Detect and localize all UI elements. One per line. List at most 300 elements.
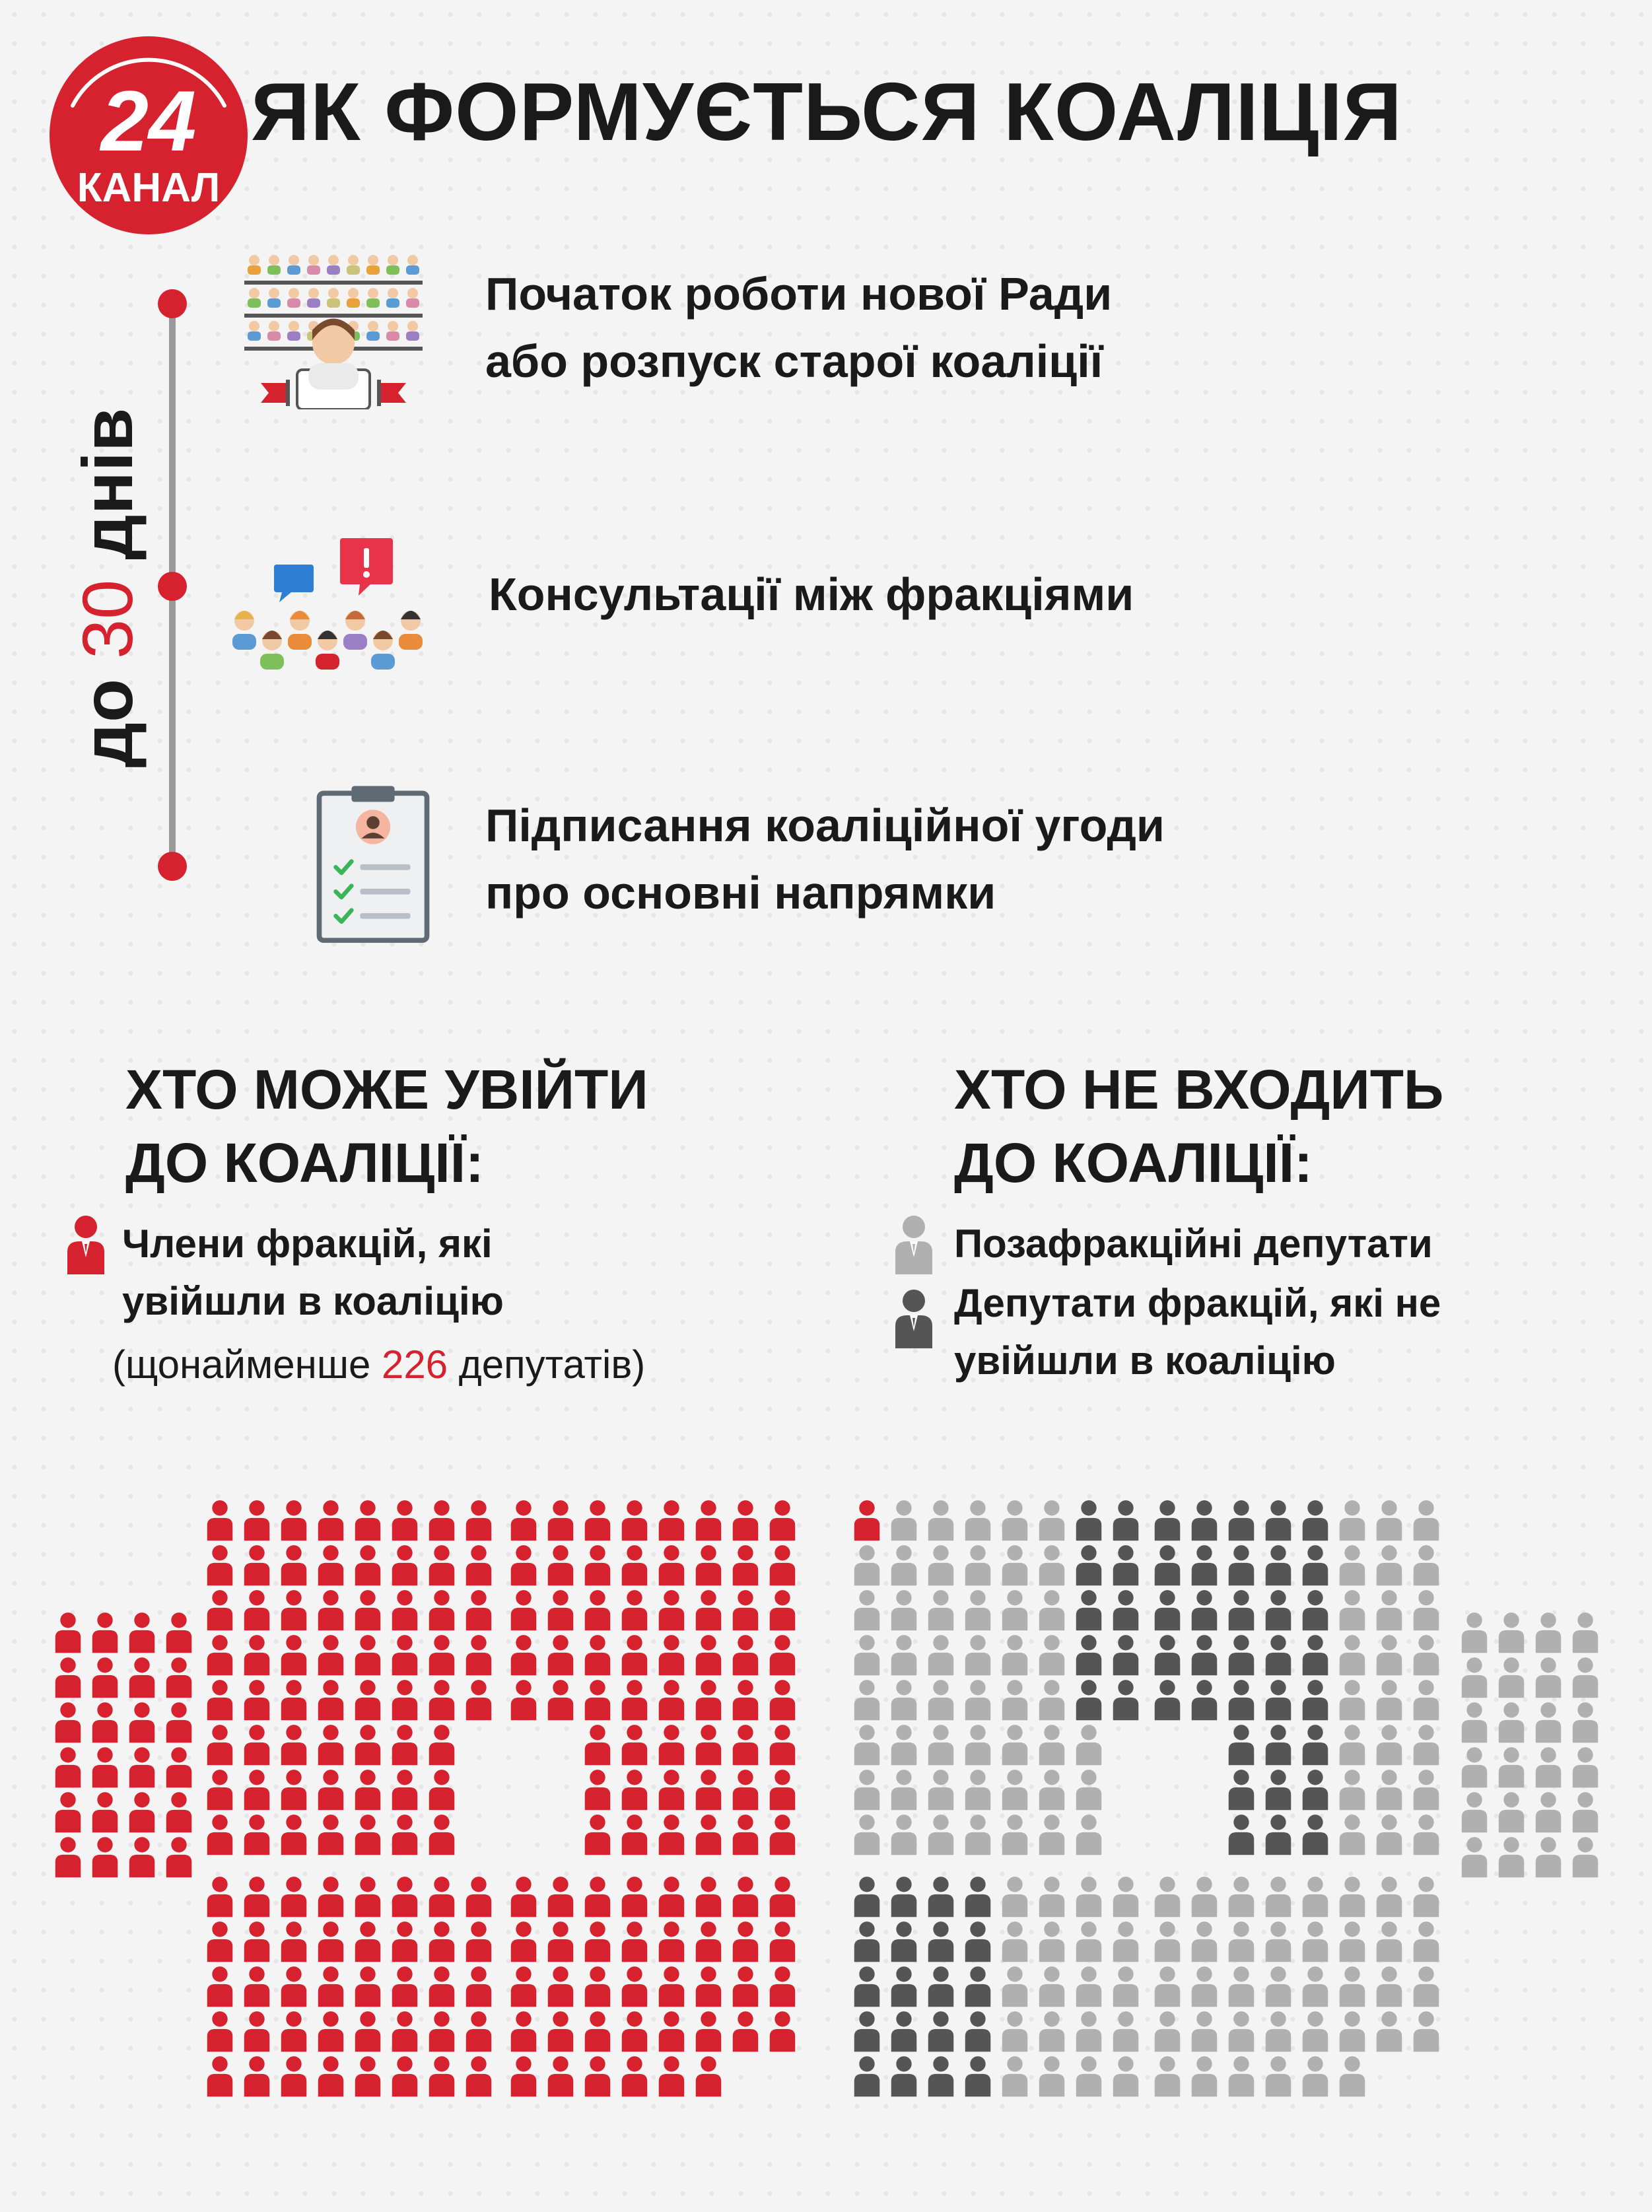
seat-321 [1414, 1680, 1439, 1720]
seat-140 [696, 1815, 722, 1855]
seat-398 [928, 2056, 954, 2096]
step-3-line-1: Підписання коаліційної угоди [485, 800, 1165, 851]
seat-24 [207, 1500, 233, 1540]
seat-105 [659, 1590, 685, 1630]
seat-376 [1002, 1921, 1028, 1962]
seat-35 [318, 1545, 344, 1585]
seat-192 [548, 1921, 574, 1962]
seat-238 [891, 1590, 917, 1630]
seat-411 [1414, 1877, 1439, 1917]
seat-70 [429, 1725, 455, 1765]
seat-441 [1340, 2056, 1365, 2096]
seat-166 [466, 1966, 492, 2007]
seat-76 [392, 1770, 418, 1810]
seat-252 [1113, 1635, 1139, 1675]
seat-33 [244, 1545, 270, 1585]
non-coalition-heading [954, 1053, 1443, 1200]
seat-65 [244, 1725, 270, 1765]
seat-422 [1229, 1966, 1255, 2007]
seat-392 [1002, 2011, 1028, 2052]
seat-31 [466, 1500, 492, 1540]
seat-233 [1002, 1545, 1028, 1585]
seat-90 [696, 1500, 722, 1540]
seat-150 [466, 1877, 492, 1917]
seat-236 [1113, 1545, 1139, 1585]
seat-155 [355, 1921, 381, 1962]
seat-322 [1229, 1725, 1255, 1765]
seat-318 [1303, 1680, 1328, 1720]
seat-263 [928, 1725, 954, 1765]
seat-226 [1039, 1500, 1065, 1540]
seat-154 [318, 1921, 344, 1962]
seat-261 [854, 1725, 880, 1765]
seat-34 [281, 1545, 307, 1585]
duration-suffix: днів [67, 407, 147, 580]
seat-381 [891, 1966, 917, 2007]
seat-96 [622, 1545, 648, 1585]
seat-77 [429, 1770, 455, 1810]
seat-89 [659, 1500, 685, 1540]
seat-380 [854, 1966, 880, 2007]
seat-347 [1573, 1657, 1599, 1698]
svg-text:24: 24 [100, 73, 197, 169]
seat-112 [622, 1635, 648, 1675]
seat-136 [770, 1770, 796, 1810]
seat-194 [622, 1921, 648, 1962]
seat-375 [965, 1921, 991, 1962]
seat-167 [207, 2011, 233, 2052]
seat-301 [1266, 1590, 1291, 1630]
seat-420 [1155, 1966, 1181, 2007]
seat-213 [733, 2011, 759, 2052]
seat-314 [1155, 1680, 1181, 1720]
seat-8 [55, 1702, 81, 1743]
seat-50 [281, 1635, 307, 1675]
seat-32 [207, 1545, 233, 1585]
seat-28 [355, 1500, 381, 1540]
agreement-document-icon [274, 782, 472, 948]
minimum-seat-count: 226 [382, 1342, 448, 1387]
seat-118 [548, 1680, 574, 1720]
seat-281 [1076, 1815, 1102, 1855]
seat-350 [1536, 1702, 1562, 1743]
seat-218 [622, 2056, 648, 2096]
seat-197 [733, 1921, 759, 1962]
seat-437 [1192, 2056, 1218, 2096]
seat-101 [511, 1590, 537, 1630]
non-coalition-heading-line-1: ХТО НЕ ВХОДИТЬ [954, 1058, 1444, 1121]
seat-84 [429, 1815, 455, 1855]
seat-369 [1039, 1877, 1065, 1917]
seat-311 [1340, 1635, 1365, 1675]
seat-200 [548, 1966, 574, 2007]
seat-191 [511, 1921, 537, 1962]
seat-406 [1229, 1877, 1255, 1917]
seat-223 [928, 1500, 954, 1540]
seat-366 [928, 1877, 954, 1917]
seat-210 [622, 2011, 648, 2052]
seat-212 [696, 2011, 722, 2052]
seat-195 [659, 1921, 685, 1962]
seat-20 [55, 1837, 81, 1877]
seat-426 [1377, 1966, 1402, 2007]
seat-29 [392, 1500, 418, 1540]
seat-309 [1266, 1635, 1291, 1675]
seat-225 [1002, 1500, 1028, 1540]
seat-277 [928, 1815, 954, 1855]
seat-185 [585, 1877, 611, 1917]
seat-183 [511, 1877, 537, 1917]
seat-111 [585, 1635, 611, 1675]
seat-383 [965, 1966, 991, 2007]
seat-199 [511, 1966, 537, 2007]
seat-228 [1113, 1500, 1139, 1540]
seat-354 [1536, 1747, 1562, 1787]
coalition-legend-line-1: Члени фракцій, які [122, 1222, 493, 1266]
step-2-line-1: Консультації між фракціями [489, 569, 1134, 620]
seat-125 [585, 1725, 611, 1765]
seat-245 [854, 1635, 880, 1675]
seat-102 [548, 1590, 574, 1630]
seat-351 [1573, 1702, 1599, 1743]
seat-356 [1462, 1792, 1488, 1832]
seat-137 [585, 1815, 611, 1855]
seat-198 [770, 1921, 796, 1962]
seat-7 [166, 1657, 192, 1698]
seat-220 [696, 2056, 722, 2096]
seat-171 [355, 2011, 381, 2052]
seat-208 [548, 2011, 574, 2052]
seat-365 [891, 1877, 917, 1917]
seat-141 [733, 1815, 759, 1855]
seat-149 [429, 1877, 455, 1917]
seat-216 [548, 2056, 574, 2096]
seat-116 [770, 1635, 796, 1675]
seat-307 [1192, 1635, 1218, 1675]
seat-221 [854, 1500, 880, 1540]
seat-94 [548, 1545, 574, 1585]
seat-133 [659, 1770, 685, 1810]
seat-404 [1155, 1877, 1181, 1917]
seat-103 [585, 1590, 611, 1630]
seat-389 [891, 2011, 917, 2052]
seat-123 [733, 1680, 759, 1720]
seat-248 [965, 1635, 991, 1675]
seat-276 [891, 1815, 917, 1855]
seat-231 [928, 1545, 954, 1585]
seat-83 [392, 1815, 418, 1855]
seat-134 [696, 1770, 722, 1810]
seat-152 [244, 1921, 270, 1962]
coalition-heading-line-2: ДО КОАЛІЦІЇ: [125, 1131, 484, 1194]
seat-113 [659, 1635, 685, 1675]
seat-431 [1266, 2011, 1291, 2052]
seat-363 [1573, 1837, 1599, 1877]
seat-56 [207, 1680, 233, 1720]
seat-161 [281, 1966, 307, 2007]
seat-165 [429, 1966, 455, 2007]
seat-217 [585, 2056, 611, 2096]
seat-275 [854, 1815, 880, 1855]
seat-361 [1499, 1837, 1525, 1877]
svg-text:КАНАЛ: КАНАЛ [77, 165, 221, 211]
seat-201 [585, 1966, 611, 2007]
seat-72 [244, 1770, 270, 1810]
seat-115 [733, 1635, 759, 1675]
seat-21 [92, 1837, 118, 1877]
seat-400 [1002, 2056, 1028, 2096]
seat-387 [1113, 1966, 1139, 2007]
seat-370 [1076, 1877, 1102, 1917]
seat-142 [770, 1815, 796, 1855]
seat-95 [585, 1545, 611, 1585]
non-coalition-heading-line-2: ДО КОАЛІЦІЇ: [954, 1131, 1313, 1194]
parliament-speaker-icon [234, 244, 432, 409]
seat-179 [355, 2056, 381, 2096]
seat-79 [244, 1815, 270, 1855]
seat-433 [1340, 2011, 1365, 2052]
seat-43 [318, 1590, 344, 1630]
seat-419 [1414, 1921, 1439, 1962]
seat-234 [1039, 1545, 1065, 1585]
seat-358 [1536, 1792, 1562, 1832]
seat-326 [1377, 1725, 1402, 1765]
seat-180 [392, 2056, 418, 2096]
seat-303 [1340, 1590, 1365, 1630]
seat-346 [1536, 1657, 1562, 1698]
seat-364 [854, 1877, 880, 1917]
seat-334 [1229, 1815, 1255, 1855]
seat-214 [770, 2011, 796, 2052]
seat-47 [466, 1590, 492, 1630]
seat-320 [1377, 1680, 1402, 1720]
seat-312 [1377, 1635, 1402, 1675]
seat-75 [355, 1770, 381, 1810]
seat-291 [1192, 1545, 1218, 1585]
seat-98 [696, 1545, 722, 1585]
seat-244 [1113, 1590, 1139, 1630]
seat-222 [891, 1500, 917, 1540]
seat-308 [1229, 1635, 1255, 1675]
seat-329 [1266, 1770, 1291, 1810]
duration-number: 30 [67, 579, 147, 659]
seat-30 [429, 1500, 455, 1540]
seat-418 [1377, 1921, 1402, 1962]
seat-117 [511, 1680, 537, 1720]
seat-71 [207, 1770, 233, 1810]
seat-239 [928, 1590, 954, 1630]
seat-193 [585, 1921, 611, 1962]
seat-135 [733, 1770, 759, 1810]
seat-362 [1536, 1837, 1562, 1877]
seat-341 [1499, 1612, 1525, 1653]
seat-390 [928, 2011, 954, 2052]
seat-88 [622, 1500, 648, 1540]
seat-68 [355, 1725, 381, 1765]
seat-250 [1039, 1635, 1065, 1675]
seat-227 [1076, 1500, 1102, 1540]
seat-5 [92, 1657, 118, 1698]
step-3-text [485, 792, 1165, 926]
seat-299 [1192, 1590, 1218, 1630]
seat-107 [733, 1590, 759, 1630]
seat-3 [166, 1612, 192, 1653]
seat-379 [1113, 1921, 1139, 1962]
seat-23 [166, 1837, 192, 1877]
non-coalition-legend-line-1: Депутати фракцій, які не [954, 1281, 1441, 1325]
seat-359 [1573, 1792, 1599, 1832]
seat-295 [1340, 1545, 1365, 1585]
seat-129 [733, 1725, 759, 1765]
seat-92 [770, 1500, 796, 1540]
seat-151 [207, 1921, 233, 1962]
seat-323 [1266, 1725, 1291, 1765]
seat-330 [1303, 1770, 1328, 1810]
seat-172 [392, 2011, 418, 2052]
seat-110 [548, 1635, 574, 1675]
seat-339 [1414, 1815, 1439, 1855]
timeline-dot-3 [158, 852, 187, 881]
seat-63 [466, 1680, 492, 1720]
seat-184 [548, 1877, 574, 1917]
seat-273 [1039, 1770, 1065, 1810]
parliament-seat-map [0, 1499, 1652, 2212]
seat-430 [1229, 2011, 1255, 2052]
seat-59 [318, 1680, 344, 1720]
page-title: ЯК ФОРМУЄТЬСЯ КОАЛІЦІЯ [251, 67, 1402, 158]
seat-147 [355, 1877, 381, 1917]
non-coalition-deputy-icon [893, 1288, 935, 1351]
non-coalition-legend-line-2: увійшли в коаліцію [954, 1338, 1336, 1383]
seat-235 [1076, 1545, 1102, 1585]
seat-119 [585, 1680, 611, 1720]
seat-81 [318, 1815, 344, 1855]
seat-202 [622, 1966, 648, 2007]
seat-237 [854, 1590, 880, 1630]
minimum-note-suffix: депутатів) [448, 1342, 646, 1387]
seat-52 [355, 1635, 381, 1675]
seat-274 [1076, 1770, 1102, 1810]
seat-296 [1377, 1545, 1402, 1585]
seat-2 [129, 1612, 155, 1653]
seat-188 [696, 1877, 722, 1917]
seat-385 [1039, 1966, 1065, 2007]
seat-82 [355, 1815, 381, 1855]
seat-131 [585, 1770, 611, 1810]
seat-40 [207, 1590, 233, 1630]
seat-345 [1499, 1657, 1525, 1698]
seat-0 [55, 1612, 81, 1653]
seat-146 [318, 1877, 344, 1917]
seat-128 [696, 1725, 722, 1765]
seat-360 [1462, 1837, 1488, 1877]
seat-104 [622, 1590, 648, 1630]
seat-240 [965, 1590, 991, 1630]
seat-429 [1192, 2011, 1218, 2052]
seat-336 [1303, 1815, 1328, 1855]
seat-187 [659, 1877, 685, 1917]
seat-243 [1076, 1590, 1102, 1630]
seat-177 [281, 2056, 307, 2096]
seat-219 [659, 2056, 685, 2096]
seat-230 [891, 1545, 917, 1585]
seat-4 [55, 1657, 81, 1698]
seat-145 [281, 1877, 307, 1917]
seat-157 [429, 1921, 455, 1962]
seat-342 [1536, 1612, 1562, 1653]
seat-294 [1303, 1545, 1328, 1585]
seat-285 [1266, 1500, 1291, 1540]
seat-144 [244, 1877, 270, 1917]
seat-258 [1039, 1680, 1065, 1720]
seat-196 [696, 1921, 722, 1962]
seat-120 [622, 1680, 648, 1720]
seat-13 [92, 1747, 118, 1787]
seat-41 [244, 1590, 270, 1630]
seat-293 [1266, 1545, 1291, 1585]
seat-215 [511, 2056, 537, 2096]
seat-264 [965, 1725, 991, 1765]
seat-394 [1076, 2011, 1102, 2052]
seat-349 [1499, 1702, 1525, 1743]
seat-108 [770, 1590, 796, 1630]
coalition-heading-line-1: ХТО МОЖЕ УВІЙТИ [125, 1058, 648, 1121]
seat-10 [129, 1702, 155, 1743]
non-faction-deputy-icon [893, 1214, 935, 1277]
seat-254 [891, 1680, 917, 1720]
seat-438 [1229, 2056, 1255, 2096]
seat-284 [1229, 1500, 1255, 1540]
seat-109 [511, 1635, 537, 1675]
seat-260 [1113, 1680, 1139, 1720]
seat-413 [1192, 1921, 1218, 1962]
seat-332 [1377, 1770, 1402, 1810]
seat-57 [244, 1680, 270, 1720]
seat-36 [355, 1545, 381, 1585]
seat-9 [92, 1702, 118, 1743]
seat-271 [965, 1770, 991, 1810]
seat-48 [207, 1635, 233, 1675]
seat-377 [1039, 1921, 1065, 1962]
seat-14 [129, 1747, 155, 1787]
seat-80 [281, 1815, 307, 1855]
seat-410 [1377, 1877, 1402, 1917]
step-1-line-1: Початок роботи нової Ради [485, 268, 1113, 320]
seat-91 [733, 1500, 759, 1540]
seat-164 [392, 1966, 418, 2007]
seat-160 [244, 1966, 270, 2007]
seat-100 [770, 1545, 796, 1585]
timeline-dot-2 [158, 572, 187, 601]
seat-423 [1266, 1966, 1291, 2007]
seat-391 [965, 2011, 991, 2052]
seat-1 [92, 1612, 118, 1653]
seat-124 [770, 1680, 796, 1720]
coalition-legend-line-2: увійшли в коаліцію [122, 1279, 504, 1323]
seat-416 [1303, 1921, 1328, 1962]
seat-317 [1266, 1680, 1291, 1720]
seat-25 [244, 1500, 270, 1540]
step-3-line-2: про основні напрямки [485, 866, 996, 918]
seat-156 [392, 1921, 418, 1962]
seat-417 [1340, 1921, 1365, 1962]
seat-93 [511, 1545, 537, 1585]
seat-435 [1414, 2011, 1439, 2052]
seat-302 [1303, 1590, 1328, 1630]
seat-424 [1303, 1966, 1328, 2007]
seat-189 [733, 1877, 759, 1917]
seat-175 [207, 2056, 233, 2096]
